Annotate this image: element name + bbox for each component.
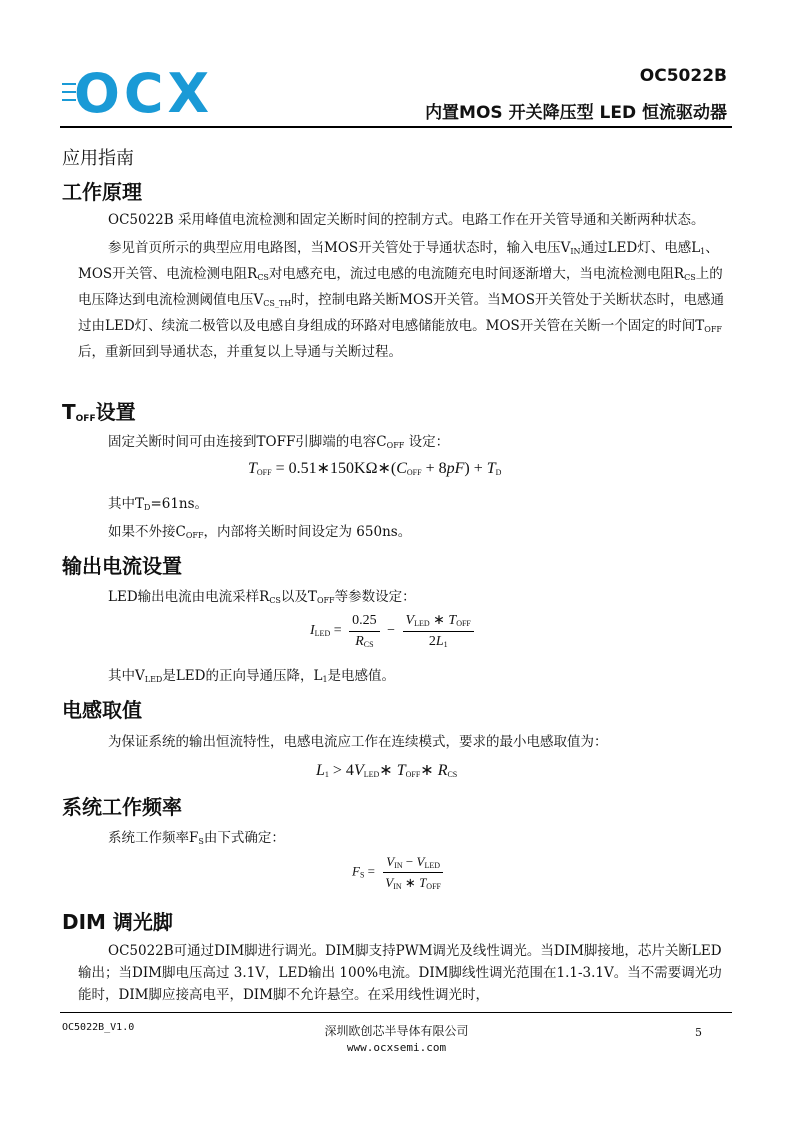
heading-frequency: 系统工作频率	[62, 795, 182, 819]
paragraph: OC5022B 采用峰值电流检测和固定关断时间的控制方式。电路工作在开关管导通和关断两种状态。	[108, 212, 705, 228]
toff-td-note: 其中$T_D=61ns$。	[108, 496, 209, 512]
output-current-note: 其中$V_{LED}$是LED的正向导通压降，$L_1$是电感值。	[108, 668, 396, 684]
frequency-intro: 系统工作频率$F_S$由下式确定：	[108, 830, 285, 846]
heading-inductor: 电感取值	[62, 698, 142, 722]
footer-company: 深圳欧创芯半导体有限公司	[324, 1024, 469, 1038]
footer-version: OC5022B_V1.0	[62, 1022, 135, 1033]
company-logo	[62, 66, 222, 118]
toff-intro: 固定关断时间可由连接到TOFF引脚端的电容$C_{OFF}$ 设定：	[108, 434, 450, 450]
working-principle-body	[78, 209, 728, 369]
page-number: 5	[695, 1026, 702, 1039]
inductor-intro: 为保证系统的输出恒流特性，电感电流应工作在连续模式，要求的最小电感取值为：	[108, 734, 608, 750]
footer-url: www.ocxsemi.com	[346, 1041, 447, 1054]
toff-default-note: 如果不外接$C_{OFF}$，内部将关断时间设定为 650ns。	[108, 524, 412, 540]
frequency-equation: $F_S$ = $\frac{V_{IN} - V_{LED}}{V_{IN} ∗ T_{OFF}}$	[352, 854, 448, 891]
heading-toff: $T_{OFF}$设置	[62, 400, 136, 424]
footer-divider	[60, 1012, 732, 1013]
header-divider	[60, 126, 732, 128]
iled-equation: $I_{LED}$ = $\frac{0.25}{R_{CS}}$ − $\frac{V_{LED} ∗ T_{OFF}}{2L_1}$	[310, 612, 478, 650]
heading-working-principle: 工作原理	[62, 180, 142, 204]
toff-equation: $T_{OFF}$ = $0.51∗150K\Omega∗(C_{OFF} + 8pF) + T_D$	[248, 460, 502, 477]
inductor-equation: $L_1$ > $4V_{LED}∗$ $T_{OFF}∗$ $R_{CS}$	[316, 762, 458, 779]
heading-output-current: 输出电流设置	[62, 554, 182, 578]
output-current-intro: LED输出电流由电流采样$R_{CS}$以及$T_{OFF}$等参数设定：	[108, 589, 416, 605]
heading-dim: DIM 调光脚	[62, 910, 173, 934]
dim-body	[78, 940, 728, 1012]
header-title: 内置MOS 开关降压型 LED 恒流驱动器	[425, 103, 727, 123]
paragraph: OC5022B可通过DIM脚进行调光。DIM脚支持PWM调光及线性调光。当DIM脚接地，芯片关断LED输出；当DIM脚电压高过 3.1V，LED输出 100%电流。DIM脚线性调光范围在1.1-3.1V。当不需要调光功能时，DIM脚应接高电平，DIM脚不允许悬空。在采用线性调光时，	[78, 943, 722, 1003]
paragraph: 参见首页所示的典型应用电路图，当MOS开关管处于导通状态时，输入电压$V_{IN}$通过LED灯、电感$L_1$、MOS开关管、电流检测电阻$R_{CS}$对电感充电，流过电感的电流随充电时间逐渐增大，当电流检测电阻$R_{CS}$上的电压降达到电流检测阈值电压$V_{CS\_TH}$时，控制电路关断MOS开关管。当MOS开关管处于关断状态时，电感通过由LED灯、续流二极管以及电感自身组成的环路对电感储能放电。MOS开关管在关断一个固定的时间$T_{OFF}$后，重新回到导通状态，并重复以上导通与关断过程。	[78, 240, 724, 360]
header-model: OC5022B	[639, 66, 727, 86]
logo-text: OCX	[74, 66, 214, 118]
section-label: 应用指南	[62, 148, 134, 169]
